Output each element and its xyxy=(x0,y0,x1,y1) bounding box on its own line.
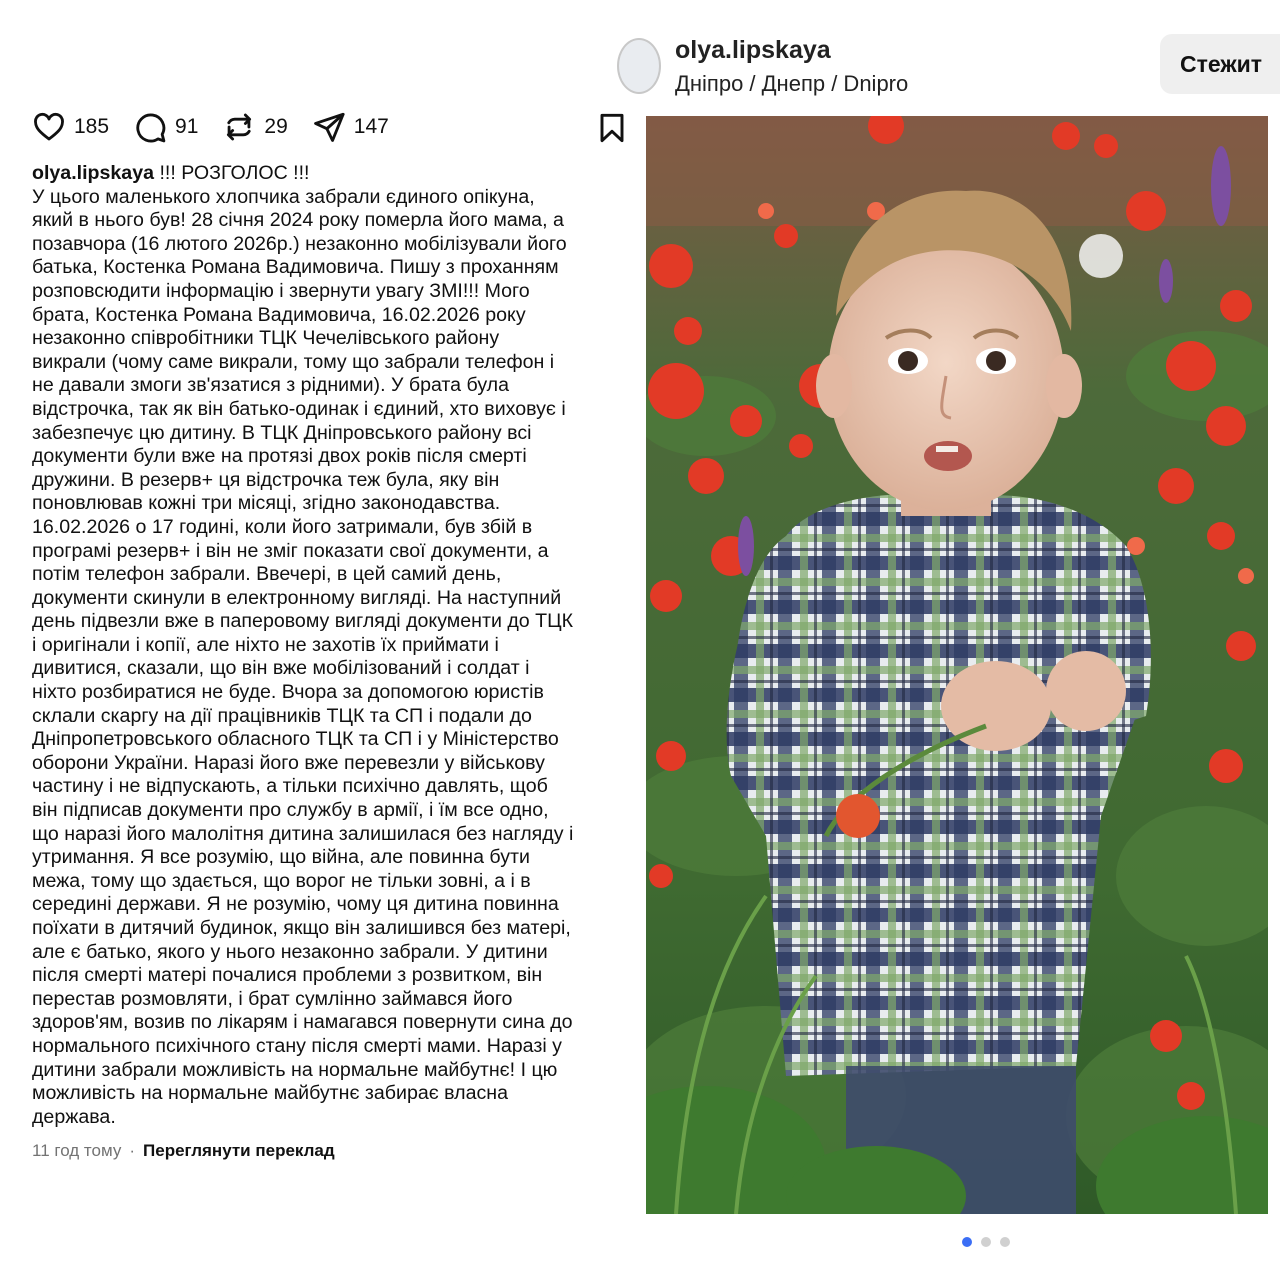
caption-line: він підписав документи про службу в армії, і їм все одно, xyxy=(32,799,549,822)
caption-line: програмі резерв+ і він не зміг показати свої документи, а xyxy=(32,539,549,562)
repost-count: 29 xyxy=(264,115,288,138)
share-button[interactable] xyxy=(312,110,389,144)
repost-button[interactable] xyxy=(222,110,287,144)
share-icon xyxy=(312,110,346,144)
caption-line: поїхати в дитячий будинок, якщо він залишився без матері, xyxy=(32,917,571,939)
caption-line: що наразі його малолітня дитина залишилася без нагляду і xyxy=(32,822,574,845)
caption-line: середині держави. Я не розумію, чому ця дитина повинна xyxy=(32,893,559,916)
heart-icon xyxy=(32,110,66,144)
caption-line: !!! РОЗГОЛОС !!! xyxy=(159,162,310,184)
caption-line: поновлював кожні три місяці, згідно законодавства. xyxy=(32,492,501,515)
carousel-dot-active xyxy=(962,1237,972,1247)
post-photo[interactable] xyxy=(646,116,1268,1214)
caption-line: держава. xyxy=(32,1105,116,1128)
share-count: 147 xyxy=(353,115,389,138)
media-panel xyxy=(645,0,1280,1280)
caption-line: дитини забрали можливість на нормальне майбутнє! І цю xyxy=(32,1058,558,1081)
post-time: 11 год тому xyxy=(32,1141,122,1160)
caption-line: і оригінали і копії, але ніхто не захотів їх приймати і xyxy=(32,633,499,656)
profile-handle[interactable]: olya.lipskaya xyxy=(675,36,831,64)
caption-line: утримання. Я все розумію, що війна, але повинна бути xyxy=(32,846,530,869)
caption-line: можливість на нормальне майбутнє забирає власна xyxy=(32,1082,508,1105)
comment-icon xyxy=(133,110,167,144)
carousel-indicator xyxy=(962,1237,1019,1247)
follow-button[interactable]: Стежит xyxy=(1160,34,1280,94)
caption-first-line xyxy=(32,162,632,186)
comment-button[interactable] xyxy=(133,110,198,144)
caption-line: батька, Костенка Романа Вадимовича. Пишу з проханням xyxy=(32,256,559,279)
caption-line: документи були вже на протязі двох років після смерті xyxy=(32,445,527,468)
photo-boy-in-poppy-field xyxy=(646,116,1268,1214)
bookmark-icon[interactable] xyxy=(596,112,628,144)
post-caption xyxy=(32,162,632,1129)
carousel-dot xyxy=(981,1237,991,1247)
caption-line: склали скаргу на дії працівників ТЦК та СП і подали до xyxy=(32,704,532,727)
meta-separator: · xyxy=(129,1141,136,1160)
caption-line: не давали змоги зв'язатися з рідними). У брата була xyxy=(32,374,510,397)
caption-line: але є батько, якого у нього незаконно забрали. У дитини xyxy=(32,940,548,963)
like-button[interactable] xyxy=(32,110,109,144)
repost-icon xyxy=(222,110,256,144)
caption-line: межа, тому що здається, що ворог не тільки зовні, а і в xyxy=(32,869,531,892)
caption-line: документи скинули в електронному вигляді. На наступний xyxy=(32,586,562,609)
caption-line: брата, Костенка Романа Вадимовича, 16.02.2026 року xyxy=(32,303,526,326)
caption-line: нормального психічного стану після смерті мами. Наразі у xyxy=(32,1034,562,1057)
caption-line: здоров'ям, возив по лікарям і намагався повернути сина до xyxy=(32,1011,573,1034)
avatar[interactable] xyxy=(617,38,661,94)
caption-line: потім телефон забрали. Ввечері, в цей самий день, xyxy=(32,563,502,586)
caption-line: ніхто розбиратися не буде. Вчора за допомогою юристів xyxy=(32,681,544,704)
profile-location[interactable]: Дніпро / Днепр / Dnipro xyxy=(675,71,909,96)
caption-line: забезпечує цю дитину. В ТЦК Дніпровського району всі xyxy=(32,421,532,444)
caption-line: 16.02.2026 о 17 годині, коли його затримали, був збій в xyxy=(32,515,533,538)
caption-line: відстрочка, так як він батько-одинак і єдиний, хто виховує і xyxy=(32,397,566,420)
comment-count: 91 xyxy=(175,115,199,138)
caption-line: частину і не відпускають, а тільки психічно давлять, щоб xyxy=(32,775,548,798)
caption-line: розповсюдити інформацію і звернути увагу ЗМІ!!! Мого xyxy=(32,279,530,302)
caption-line: викрали (чому саме викрали, тому що забрали телефон і xyxy=(32,350,555,373)
caption-line: день підвезли вже в паперовому вигляді документи до ТЦК xyxy=(32,610,573,633)
carousel-dot xyxy=(1000,1237,1010,1247)
caption-line: незаконно співробітники ТЦК Чечелівського району xyxy=(32,327,500,350)
caption-line: перестав розмовляти, і брат сумлінно займався його xyxy=(32,987,513,1010)
caption-line: позавчора (16 лютого 2026р.) незаконно мобілізували його xyxy=(32,232,567,255)
see-translation-link[interactable]: Переглянути переклад xyxy=(143,1141,335,1160)
caption-line: після смерті матері почалися проблеми з розвитком, він xyxy=(32,964,543,987)
caption-line: дружини. В резерв+ ця відстрочка теж була, яку він xyxy=(32,468,500,491)
caption-line: дивитися, сказали, що він вже мобілізований і солдат і xyxy=(32,657,530,680)
caption-line: У цього маленького хлопчика забрали єдиного опікуна, xyxy=(32,185,535,208)
caption-line: який в нього був! 28 січня 2024 року померла його мама, а xyxy=(32,209,564,232)
post-meta xyxy=(32,1141,335,1161)
like-count: 185 xyxy=(74,115,110,138)
caption-line: оборони України. Наразі його вже перевезли у військову xyxy=(32,751,545,774)
caption-line: Дніпропетровського обласного ТЦК та СП і у Міністерство xyxy=(32,728,559,751)
caption-username[interactable]: olya.lipskaya xyxy=(32,162,154,184)
action-bar xyxy=(32,110,413,144)
